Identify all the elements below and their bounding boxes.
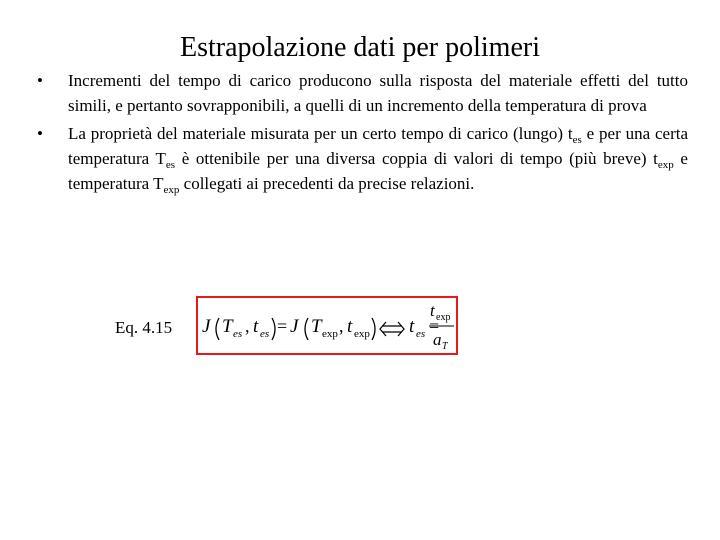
bullet-item — [30, 121, 688, 196]
bullet-marker: • — [37, 124, 43, 143]
subscript: exp — [657, 159, 674, 171]
eq-symbol-J: J — [202, 316, 211, 337]
eq-comma: , — [245, 316, 250, 336]
paren-right-icon — [272, 318, 275, 340]
eq-subscript: T — [442, 341, 448, 352]
text-segment: e temperatura T — [68, 149, 688, 193]
text-segment: collegati ai precedenti da precise relazioni. — [179, 174, 475, 193]
bullet-item — [30, 68, 688, 118]
equation-formula — [198, 298, 456, 353]
eq-subscript: es — [260, 328, 270, 340]
text-segment: e per una certa temperatura T — [68, 124, 689, 168]
paren-right-icon — [372, 318, 375, 340]
eq-subscript: exp — [322, 328, 338, 340]
subscript: es — [572, 134, 582, 146]
double-arrow-icon — [380, 322, 404, 336]
eq-symbol-T: T — [311, 316, 322, 337]
eq-symbol-T: T — [222, 316, 233, 337]
subscript: es — [165, 159, 176, 171]
subscript: exp — [163, 184, 180, 196]
eq-symbol-J: J — [290, 316, 299, 337]
eq-equals: = — [277, 316, 288, 336]
eq-comma: , — [339, 316, 344, 336]
eq-symbol-t: t — [409, 316, 415, 337]
eq-symbol-t: t — [253, 316, 259, 337]
bullet-text: Incrementi del tempo di carico producono sulla risposta del materiale effetti del tutto simili, e pertanto sovrapponibili, a quelli di un incremento della temperatura di prova — [68, 71, 688, 115]
equation-box — [196, 296, 458, 355]
text-segment: è ottenibile per una diversa coppia di valori di tempo (più breve) t — [175, 149, 658, 168]
eq-symbol-t: t — [430, 301, 435, 320]
eq-subscript: exp — [436, 312, 451, 323]
eq-symbol-a: a — [433, 330, 442, 349]
eq-subscript: es — [233, 328, 243, 340]
paren-left-icon — [305, 318, 308, 340]
text-segment: La proprietà del materiale misurata per un certo tempo di carico (lungo) t — [68, 124, 573, 143]
eq-subscript: exp — [354, 328, 370, 340]
eq-symbol-t: t — [347, 316, 353, 337]
eq-equals: = — [429, 316, 440, 336]
eq-subscript: es — [416, 328, 426, 340]
paren-left-icon — [216, 318, 219, 340]
equation-label: Eq. 4.15 — [115, 318, 173, 337]
bullet-text — [68, 121, 688, 196]
slide-title: Estrapolazione dati per polimeri — [180, 32, 540, 63]
bullet-list — [30, 68, 688, 199]
bullet-marker: • — [37, 71, 43, 90]
